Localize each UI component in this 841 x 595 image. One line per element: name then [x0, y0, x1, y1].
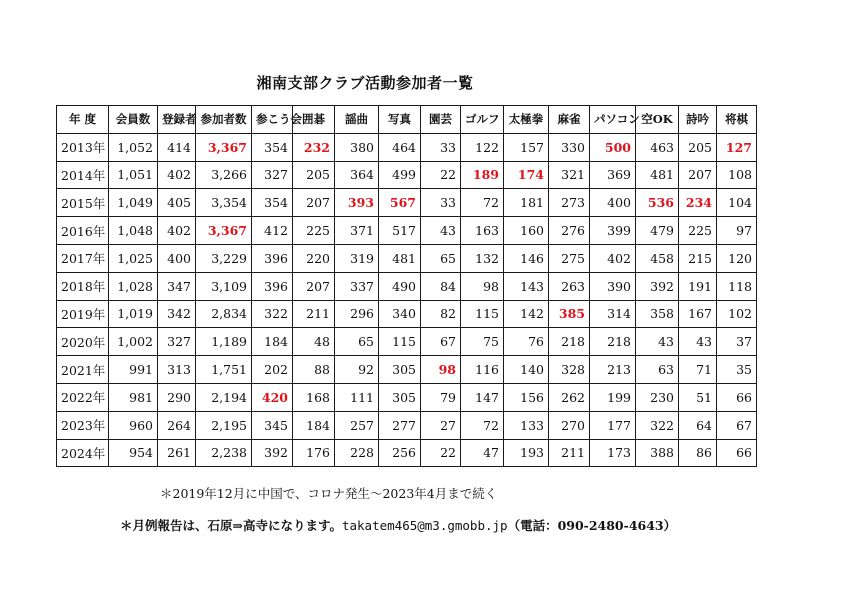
table-cell: 75 [461, 328, 504, 356]
table-row [57, 217, 757, 245]
table-cell: 108 [717, 161, 757, 189]
table-row [57, 383, 757, 411]
table-cell: 392 [636, 272, 679, 300]
table-cell: 205 [293, 161, 335, 189]
table-cell: 202 [252, 356, 293, 384]
table-cell: 43 [636, 328, 679, 356]
table-cell: 132 [461, 244, 504, 272]
table-cell: 327 [252, 161, 293, 189]
table-cell: 275 [549, 244, 590, 272]
table-cell: 232 [293, 133, 335, 161]
table-cell: 230 [636, 383, 679, 411]
table-cell: 500 [590, 133, 636, 161]
table-cell: 371 [335, 217, 379, 245]
table-cell: 211 [549, 439, 590, 467]
table-cell: 22 [421, 161, 461, 189]
table-cell: 276 [549, 217, 590, 245]
table-cell: 1,028 [109, 272, 158, 300]
table-row [57, 411, 757, 439]
table-cell: 115 [461, 300, 504, 328]
table-cell: 3,109 [196, 272, 252, 300]
table-cell: 102 [717, 300, 757, 328]
table-cell: 67 [717, 411, 757, 439]
table-cell: 328 [549, 356, 590, 384]
year-cell: 2021年 [57, 356, 109, 384]
table-cell: 176 [293, 439, 335, 467]
table-cell: 290 [158, 383, 196, 411]
column-header: 参こう会 [252, 106, 293, 134]
table-cell: 321 [549, 161, 590, 189]
table-cell: 402 [590, 244, 636, 272]
table-cell: 337 [335, 272, 379, 300]
table-cell: 115 [379, 328, 421, 356]
table-cell: 405 [158, 189, 196, 217]
table-cell: 146 [504, 244, 549, 272]
table-cell: 66 [717, 383, 757, 411]
table-cell: 273 [549, 189, 590, 217]
table-cell: 47 [461, 439, 504, 467]
table-cell: 98 [421, 356, 461, 384]
column-header: 詩吟 [679, 106, 717, 134]
table-cell: 499 [379, 161, 421, 189]
table-cell: 340 [379, 300, 421, 328]
column-header: 年 度 [57, 106, 109, 134]
table-cell: 71 [679, 356, 717, 384]
report-note-text: ＊月例報告は、石原⇒高寺になります。 [120, 518, 342, 533]
table-cell: 3,229 [196, 244, 252, 272]
table-cell: 122 [461, 133, 504, 161]
table-row [57, 356, 757, 384]
table-cell: 481 [636, 161, 679, 189]
column-header: ゴルフ [461, 106, 504, 134]
table-cell: 400 [590, 189, 636, 217]
contact-email[interactable]: takatem465@m3.gmobb.jp [341, 518, 508, 533]
table-cell: 88 [293, 356, 335, 384]
column-header: 登録者 [158, 106, 196, 134]
table-cell: 116 [461, 356, 504, 384]
table-row [57, 189, 757, 217]
year-cell: 2016年 [57, 217, 109, 245]
table-cell: 118 [717, 272, 757, 300]
table-cell: 133 [504, 411, 549, 439]
table-cell: 1,049 [109, 189, 158, 217]
table-cell: 2,834 [196, 300, 252, 328]
column-header: 参加者数 [196, 106, 252, 134]
table-cell: 263 [549, 272, 590, 300]
year-cell: 2022年 [57, 383, 109, 411]
table-cell: 98 [461, 272, 504, 300]
table-cell: 191 [679, 272, 717, 300]
year-cell: 2015年 [57, 189, 109, 217]
table-cell: 399 [590, 217, 636, 245]
column-header: 麻雀 [549, 106, 590, 134]
table-cell: 420 [252, 383, 293, 411]
table-cell: 400 [158, 244, 196, 272]
table-cell: 147 [461, 383, 504, 411]
table-cell: 33 [421, 133, 461, 161]
table-cell: 27 [421, 411, 461, 439]
table-cell: 97 [717, 217, 757, 245]
table-cell: 177 [590, 411, 636, 439]
table-body [57, 133, 757, 467]
column-header: パソコン [590, 106, 636, 134]
table-header-row [57, 106, 757, 134]
table-cell: 305 [379, 383, 421, 411]
table-cell: 104 [717, 189, 757, 217]
table-cell: 218 [549, 328, 590, 356]
year-cell: 2014年 [57, 161, 109, 189]
table-cell: 369 [590, 161, 636, 189]
table-cell: 458 [636, 244, 679, 272]
table-cell: 314 [590, 300, 636, 328]
contact-phone: （電話：090-2480-4643） [507, 518, 677, 533]
table-cell: 464 [379, 133, 421, 161]
table-cell: 3,367 [196, 217, 252, 245]
table-cell: 207 [293, 189, 335, 217]
column-header: 囲碁 [293, 106, 335, 134]
table-cell: 981 [109, 383, 158, 411]
table-cell: 72 [461, 411, 504, 439]
year-cell: 2019年 [57, 300, 109, 328]
table-cell: 189 [461, 161, 504, 189]
year-cell: 2023年 [57, 411, 109, 439]
table-cell: 207 [679, 161, 717, 189]
table-cell: 173 [590, 439, 636, 467]
table-cell: 84 [421, 272, 461, 300]
table-cell: 3,367 [196, 133, 252, 161]
table-cell: 319 [335, 244, 379, 272]
table-cell: 322 [636, 411, 679, 439]
table-cell: 1,052 [109, 133, 158, 161]
column-header: 写真 [379, 106, 421, 134]
table-cell: 67 [421, 328, 461, 356]
table-cell: 157 [504, 133, 549, 161]
table-cell: 65 [421, 244, 461, 272]
participants-table [56, 105, 757, 467]
table-row [57, 244, 757, 272]
table-cell: 257 [335, 411, 379, 439]
table-cell: 396 [252, 272, 293, 300]
table-cell: 264 [158, 411, 196, 439]
table-row [57, 272, 757, 300]
table-cell: 37 [717, 328, 757, 356]
table-cell: 160 [504, 217, 549, 245]
table-cell: 193 [504, 439, 549, 467]
table-cell: 342 [158, 300, 196, 328]
table-cell: 218 [590, 328, 636, 356]
table-cell: 313 [158, 356, 196, 384]
table-cell: 163 [461, 217, 504, 245]
table-cell: 220 [293, 244, 335, 272]
table-cell: 960 [109, 411, 158, 439]
table-cell: 207 [293, 272, 335, 300]
column-header: 太極拳 [504, 106, 549, 134]
table-cell: 296 [335, 300, 379, 328]
table-cell: 345 [252, 411, 293, 439]
table-cell: 35 [717, 356, 757, 384]
table-cell: 354 [252, 133, 293, 161]
table-cell: 412 [252, 217, 293, 245]
table-cell: 567 [379, 189, 421, 217]
table-row [57, 439, 757, 467]
table-cell: 490 [379, 272, 421, 300]
column-header: 園芸 [421, 106, 461, 134]
table-cell: 127 [717, 133, 757, 161]
year-cell: 2018年 [57, 272, 109, 300]
table-cell: 262 [549, 383, 590, 411]
column-header: 会員数 [109, 106, 158, 134]
table-cell: 380 [335, 133, 379, 161]
table-cell: 225 [679, 217, 717, 245]
table-cell: 270 [549, 411, 590, 439]
year-cell: 2020年 [57, 328, 109, 356]
table-cell: 215 [679, 244, 717, 272]
column-header: 謡曲 [335, 106, 379, 134]
table-cell: 954 [109, 439, 158, 467]
table-cell: 199 [590, 383, 636, 411]
table-cell: 991 [109, 356, 158, 384]
table-cell: 1,751 [196, 356, 252, 384]
table-cell: 261 [158, 439, 196, 467]
covid-note: ＊2019年12月に中国で、コロナ発生～2023年4月まで続く [160, 486, 498, 501]
table-cell: 228 [335, 439, 379, 467]
table-cell: 463 [636, 133, 679, 161]
table-cell: 111 [335, 383, 379, 411]
table-cell: 2,195 [196, 411, 252, 439]
year-cell: 2013年 [57, 133, 109, 161]
table-cell: 213 [590, 356, 636, 384]
table-cell: 211 [293, 300, 335, 328]
table-cell: 156 [504, 383, 549, 411]
table-row [57, 133, 757, 161]
table-cell: 1,025 [109, 244, 158, 272]
table-cell: 174 [504, 161, 549, 189]
table-cell: 481 [379, 244, 421, 272]
table-cell: 82 [421, 300, 461, 328]
table-cell: 79 [421, 383, 461, 411]
table-cell: 1,048 [109, 217, 158, 245]
table-cell: 2,238 [196, 439, 252, 467]
table-cell: 2,194 [196, 383, 252, 411]
table-cell: 43 [421, 217, 461, 245]
table-cell: 48 [293, 328, 335, 356]
table-cell: 277 [379, 411, 421, 439]
column-header: 空OK [636, 106, 679, 134]
table-cell: 330 [549, 133, 590, 161]
page-title: 湘南支部クラブ活動参加者一覧 [256, 74, 474, 92]
table-cell: 140 [504, 356, 549, 384]
table-cell: 358 [636, 300, 679, 328]
table-cell: 402 [158, 161, 196, 189]
table-cell: 479 [636, 217, 679, 245]
table-row [57, 300, 757, 328]
table-cell: 234 [679, 189, 717, 217]
table-cell: 393 [335, 189, 379, 217]
table-cell: 327 [158, 328, 196, 356]
table-cell: 65 [335, 328, 379, 356]
table-cell: 72 [461, 189, 504, 217]
table-cell: 76 [504, 328, 549, 356]
table-cell: 142 [504, 300, 549, 328]
table-cell: 347 [158, 272, 196, 300]
table-cell: 22 [421, 439, 461, 467]
table-cell: 167 [679, 300, 717, 328]
table-cell: 51 [679, 383, 717, 411]
table-cell: 120 [717, 244, 757, 272]
year-cell: 2017年 [57, 244, 109, 272]
table-cell: 205 [679, 133, 717, 161]
table-cell: 396 [252, 244, 293, 272]
year-cell: 2024年 [57, 439, 109, 467]
table-cell: 3,266 [196, 161, 252, 189]
table-cell: 33 [421, 189, 461, 217]
table-cell: 1,019 [109, 300, 158, 328]
table-cell: 385 [549, 300, 590, 328]
table-cell: 414 [158, 133, 196, 161]
table-cell: 225 [293, 217, 335, 245]
table-cell: 3,354 [196, 189, 252, 217]
table-cell: 256 [379, 439, 421, 467]
table-cell: 86 [679, 439, 717, 467]
table-cell: 402 [158, 217, 196, 245]
table-cell: 43 [679, 328, 717, 356]
table-cell: 390 [590, 272, 636, 300]
table-cell: 181 [504, 189, 549, 217]
column-header: 将棋 [717, 106, 757, 134]
table-row [57, 161, 757, 189]
table-cell: 305 [379, 356, 421, 384]
table-cell: 63 [636, 356, 679, 384]
table-cell: 1,002 [109, 328, 158, 356]
table-cell: 184 [293, 411, 335, 439]
table-cell: 64 [679, 411, 717, 439]
table-cell: 92 [335, 356, 379, 384]
table-cell: 388 [636, 439, 679, 467]
table-cell: 536 [636, 189, 679, 217]
table-cell: 1,051 [109, 161, 158, 189]
table-cell: 184 [252, 328, 293, 356]
table-cell: 392 [252, 439, 293, 467]
table-row [57, 328, 757, 356]
table-cell: 322 [252, 300, 293, 328]
table-cell: 168 [293, 383, 335, 411]
table-cell: 364 [335, 161, 379, 189]
table-cell: 66 [717, 439, 757, 467]
table-cell: 517 [379, 217, 421, 245]
table-cell: 143 [504, 272, 549, 300]
table-cell: 354 [252, 189, 293, 217]
report-note [120, 516, 676, 534]
table-cell: 1,189 [196, 328, 252, 356]
